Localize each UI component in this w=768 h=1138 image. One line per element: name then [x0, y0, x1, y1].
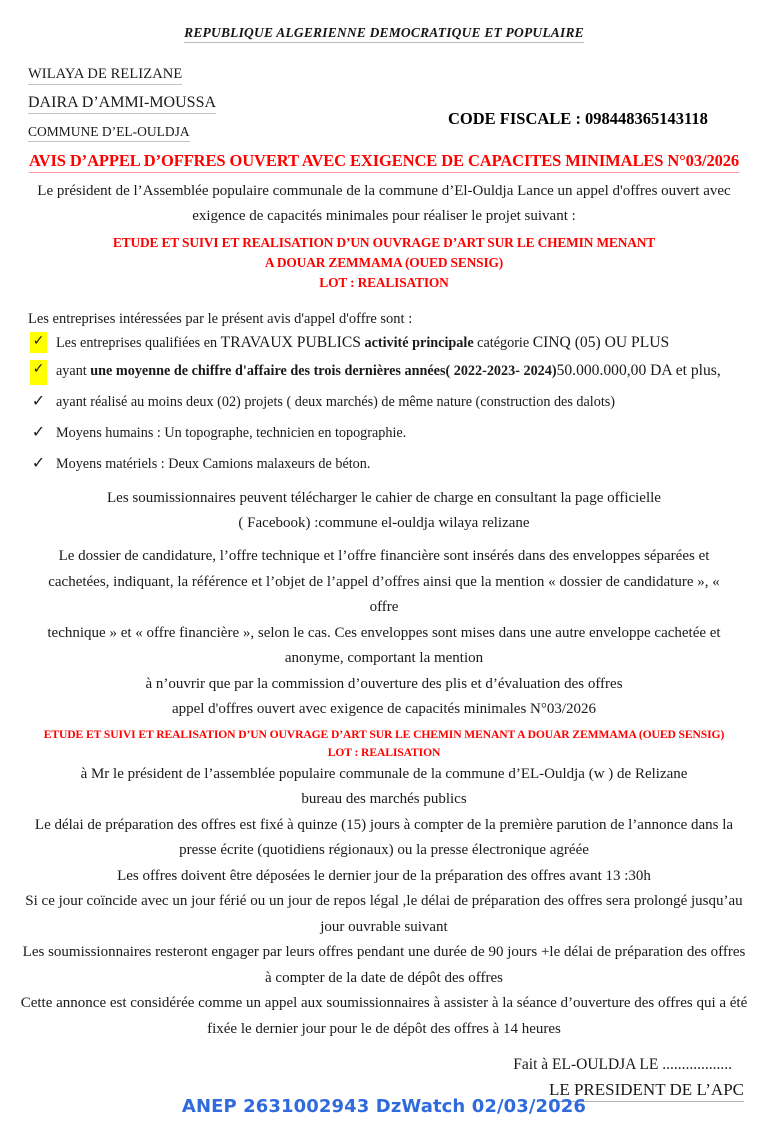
- code-fiscale: CODE FISCALE : 098448365143118: [448, 109, 708, 128]
- deadline-line-6: Les soumissionnaires resteront engager par leurs offres pendant une durée de 90 jours +le délai de préparation des offres: [22, 944, 746, 960]
- deadline-line-8: Cette annonce est considérée comme un appel aux soumissionnaires à assister à la séance d’ouverture des offres qui a été: [20, 995, 748, 1011]
- daira-label: DAIRA D’AMMI-MOUSSA: [28, 94, 216, 114]
- list-item-text: Moyens humains : Un topographe, technicien en topographie.: [56, 425, 407, 441]
- deadline-line-9: fixée le dernier jour pour le de dépôt des offres à 14 heures: [207, 1020, 561, 1037]
- requirements-intro: Les entreprises intéressées par le présent avis d'appel d'offre sont :: [28, 311, 413, 327]
- intro-line-1: Le président de l’Assemblée populaire communale de la commune d’El-Ouldja Lance un appel d'offres ouvert avec: [37, 183, 731, 199]
- address-line-2: bureau des marchés publics: [301, 791, 467, 807]
- list-item-text: Les entreprises qualifiées en TRAVAUX PUBLICS activité principale catégorie CINQ (05) OU PLUS: [56, 334, 670, 351]
- list-item: [30, 393, 768, 412]
- deadline-line-3: Les offres doivent être déposées le dernier jour de la préparation des offres avant 13 :30h: [117, 867, 651, 884]
- project-title-repeat: [0, 726, 768, 762]
- check-icon: ✓: [31, 422, 46, 441]
- download-line-1: Les soumissionnaires peuvent télécharger le cahier de charge en consultant la page officielle: [107, 490, 661, 506]
- project-title-block: [0, 233, 768, 293]
- deadline-line-5: jour ouvrable suivant: [320, 918, 448, 935]
- address-paragraph: [0, 762, 768, 813]
- dossier-line-5: à n’ouvrir que par la commission d’ouverture des plis et d’évaluation des offres: [145, 675, 623, 692]
- check-icon: ✓: [31, 391, 46, 410]
- wilaya-label: WILAYA DE RELIZANE: [28, 66, 182, 85]
- deadlines-paragraph: [0, 813, 768, 1043]
- download-line-2: ( Facebook) :commune el-ouldja wilaya relizane: [238, 515, 530, 531]
- deadline-line-4: Si ce jour coïncide avec un jour férié ou un jour de repos légal ,le délai de préparation des offres sera prolongé jusqu’au: [25, 893, 743, 909]
- intro-line-2: exigence de capacités minimales pour réaliser le projet suivant :: [192, 208, 576, 224]
- check-icon: ✓: [30, 332, 47, 353]
- list-item: [30, 333, 768, 353]
- administrative-header: [0, 65, 768, 142]
- check-icon: ✓: [30, 360, 47, 385]
- project-line-3: LOT : REALISATION: [319, 275, 449, 290]
- dossier-line-4: anonyme, comportant la mention: [284, 650, 484, 666]
- anep-footer: ANEP 2631002943 DzWatch 02/03/2026: [181, 1096, 587, 1117]
- dossier-paragraph: [0, 544, 768, 723]
- republic-heading: REPUBLIQUE ALGERIENNE DEMOCRATIQUE ET POPULAIRE: [184, 25, 584, 43]
- dossier-line-2: cachetées, indiquant, la référence et l’objet de l’appel d’offres ainsi que la mention « dossier de candidature », « offre: [48, 573, 720, 615]
- address-line-1: à Mr le président de l’assemblée populaire communale de la commune d’EL-Ouldja (w ) de Relizane: [80, 765, 688, 782]
- main-title-wrap: [0, 151, 768, 173]
- dossier-line-1: Le dossier de candidature, l’offre technique et l’offre financière sont insérés dans des enveloppes séparées et: [58, 548, 710, 564]
- list-item: [30, 361, 768, 381]
- project-line-1: ETUDE ET SUIVI ET REALISATION D’UN OUVRAGE D’ART SUR LE CHEMIN MENANT: [112, 235, 656, 250]
- list-item-text: ayant réalisé au moins deux (02) projets ( deux marchés) de même nature (construction des dalots): [56, 394, 616, 410]
- republic-heading-wrap: [0, 0, 768, 43]
- page-title: AVIS D’APPEL D’OFFRES OUVERT AVEC EXIGENCE DE CAPACITES MINIMALES N°03/2026: [29, 151, 739, 173]
- dossier-line-6: appel d'offres ouvert avec exigence de capacités minimales N°03/2026: [171, 701, 597, 717]
- list-item: [30, 455, 768, 474]
- list-item: [30, 424, 768, 443]
- intro-paragraph: [0, 179, 768, 229]
- wilaya-line: [28, 65, 768, 85]
- project-repeat-line-1: ETUDE ET SUIVI ET REALISATION D’UN OUVRAGE D’ART SUR LE CHEMIN MENANT A DOUAR ZEMMAMA (OUED SENSIG): [43, 727, 725, 741]
- list-item-text: ayant une moyenne de chiffre d'affaire des trois dernières années( 2022-2023- 2024)50.000.000,00 DA et plus,: [56, 362, 721, 379]
- download-paragraph: [0, 486, 768, 536]
- signature-title: LE PRESIDENT DE L’APC: [549, 1080, 744, 1102]
- project-repeat-line-2: LOT : REALISATION: [327, 745, 441, 759]
- signature-place-date: Fait à EL-OULDJA LE ..................: [513, 1056, 732, 1073]
- commune-label: COMMUNE D’EL-OULDJA: [28, 124, 190, 142]
- dossier-line-3: technique » et « offre financière », selon le cas. Ces enveloppes sont mises dans une autre enveloppe cachetée et: [47, 624, 721, 641]
- deadline-line-2: presse écrite (quotidiens régionaux) ou la presse électronique agréée: [179, 842, 589, 858]
- deadline-line-1: Le délai de préparation des offres est fixé à quinze (15) jours à compter de la première parution de l’annonce dans la: [34, 816, 734, 833]
- list-item-text: Moyens matériels : Deux Camions malaxeurs de béton.: [56, 456, 371, 472]
- project-line-2: A DOUAR ZEMMAMA (OUED SENSIG): [264, 255, 504, 270]
- deadline-line-7: à compter de la date de dépôt des offres: [265, 969, 503, 986]
- requirements-list: [0, 333, 768, 474]
- check-icon: ✓: [31, 453, 46, 472]
